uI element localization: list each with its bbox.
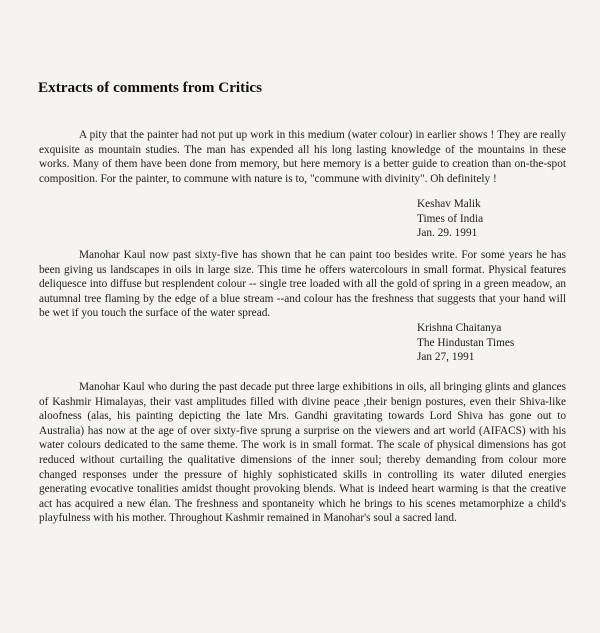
critic-author-2: Krishna Chaitanya — [417, 322, 502, 334]
critic-author-1: Keshav Malik — [417, 198, 481, 210]
critic-comment-3: Manohar Kaul who during the past decade put three large exhibitions in oils, all bringing glints and glances of Kashmir Himalayas, their vast amplitudes filled with divine peace ,their benign postures, even their Shiva-like aloofness (alas, his painting depicting the late Mrs. Gandhi gravitating towards Lord Shiva has gone out to Australia) has now at the age of over sixty-five sprung a surprise on the viewers and art world (AIFACS) with his water colours dedicated to the same theme. The work is in small format. The scale of physical dimensions has got reduced without curtailing the qualitative dimensions of the inner soul; thereby demanding from colour more changed responses under the pressure of highly sophisticated skills in controlling its water diluted energies generating evocative tonalities amidst thought provoking blends. What is indeed heart warming is that the creative act has acquired a new élan. The freshness and spontaneity which he brings to his scenes metamorphize a child's playfulness with his mother. Throughout Kashmir remained in Manohar's soul a sacred land. — [39, 381, 566, 525]
critic-comment-2: Manohar Kaul now past sixty-five has shown that he can paint too besides write. For some years he has been giving us landscapes in oils in large size. This time he offers watercolours in small format. Physical features deliquesce into diffuse but resplendent colour -- single tree loaded with all the gold of spring in a green meadow, an autumnal tree flaming by the edge of a blue stream --and colour has the freshness that suggests that your hand will be wet if you touch the surface of the water spread. — [39, 249, 566, 320]
page-title: Extracts of comments from Critics — [38, 79, 263, 96]
critic-attribution-1 — [417, 197, 483, 241]
critic-attribution-2 — [417, 321, 514, 365]
critic-date-1: Jan. 29. 1991 — [417, 227, 478, 240]
critic-publication-1: Times of India — [417, 212, 484, 225]
critic-comment-1: A pity that the painter had not put up work in this medium (water colour) in earlier shows ! They are really exquisite as mountain studies. The man has expended all his long lasting knowledge of the mountains in these works. Many of them have been done from memory, but here memory is a better guide to creation than on-the-spot composition. For the painter, to commune with nature is to, "commune with divinity". Oh definitely ! — [39, 129, 566, 185]
critic-date-2: Jan 27, 1991 — [417, 351, 475, 364]
critic-publication-2: The Hindustan Times — [417, 336, 515, 349]
